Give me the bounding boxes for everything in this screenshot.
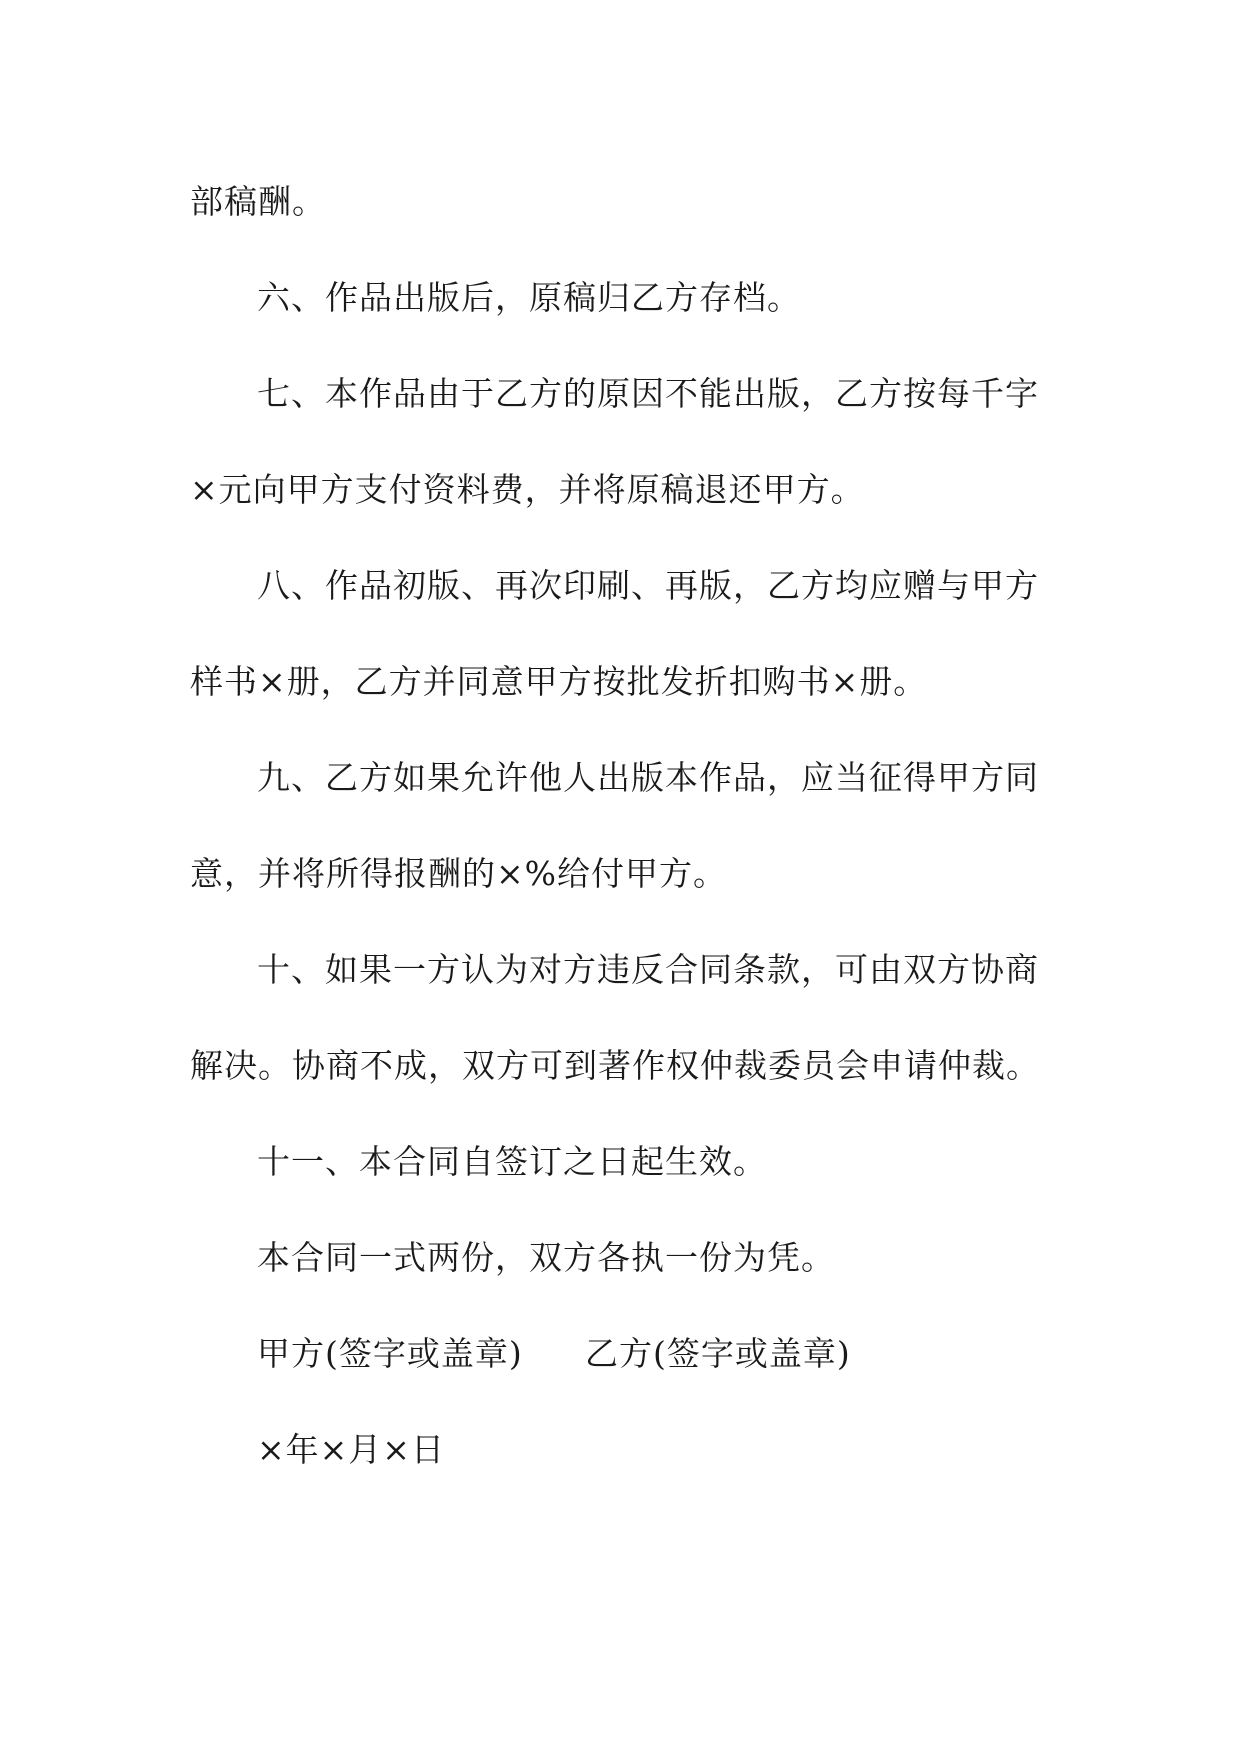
clause-nine: 九、乙方如果允许他人出版本作品，应当征得甲方同 xyxy=(257,758,1039,797)
paragraph-line: 样书×册，乙方并同意甲方按批发折扣购书×册。 xyxy=(190,662,928,701)
paragraph-line: 意，并将所得报酬的×%给付甲方。 xyxy=(190,854,728,893)
clause-seven: 七、本作品由于乙方的原因不能出版，乙方按每千字 xyxy=(257,374,1039,413)
party-b-signature-label: 乙方(签字或盖章) xyxy=(585,1334,851,1373)
paragraph-line: ×元向甲方支付资料费，并将原稿退还甲方。 xyxy=(190,470,865,509)
clause-ten: 十、如果一方认为对方违反合同条款，可由双方协商 xyxy=(257,950,1039,989)
paragraph-line: 部稿酬。 xyxy=(190,182,326,221)
clause-six: 六、作品出版后，原稿归乙方存档。 xyxy=(257,278,801,317)
signing-date: ×年×月×日 xyxy=(257,1430,445,1469)
clause-eleven: 十一、本合同自签订之日起生效。 xyxy=(257,1142,767,1181)
paragraph-line: 解决。协商不成，双方可到著作权仲裁委员会申请仲裁。 xyxy=(190,1046,1040,1085)
party-a-signature-label: 甲方(签字或盖章) xyxy=(257,1334,523,1373)
clause-eight: 八、作品初版、再次印刷、再版，乙方均应赠与甲方 xyxy=(257,566,1039,605)
copies-note: 本合同一式两份，双方各执一份为凭。 xyxy=(257,1238,835,1277)
